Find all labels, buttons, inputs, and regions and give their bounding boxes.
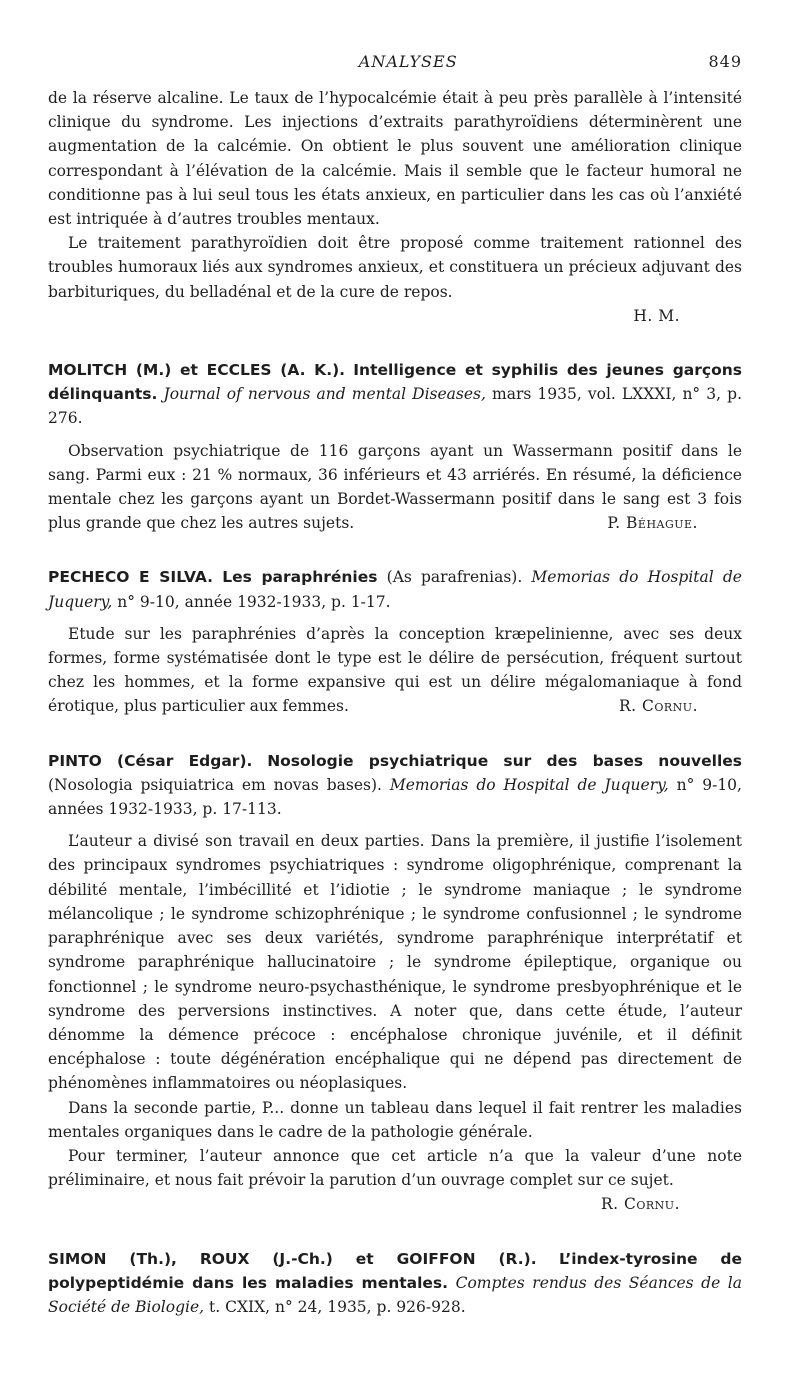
entry-title: Nosologie psychiatrique sur des bases nouvelles (267, 751, 743, 770)
review-entry-pinto (48, 749, 742, 1217)
entry-details: t. CXIX, n° 24, 1935, p. 926-928. (209, 1297, 466, 1316)
spacer (48, 535, 742, 549)
entry-authors: SIMON (Th.), ROUX (J.-Ch.) et GOIFFON (R.). (48, 1249, 537, 1268)
entry-authors: PECHECO E SILVA. (48, 568, 214, 587)
running-header (48, 52, 742, 71)
entry-title: Les paraphrénies (222, 568, 378, 587)
page-number: 849 (708, 52, 742, 71)
entry-reference (48, 749, 742, 822)
entry-journal: Journal of nervous and mental Diseases, (163, 385, 486, 404)
entry-signature: R. Cornu. (600, 1195, 680, 1214)
entry-body (48, 622, 742, 719)
entry-signature: P. Béhague. (607, 514, 698, 533)
entry-subtitle: (Nosologia psiquiatrica em novas bases). (48, 775, 382, 794)
entry-body-paragraph-2: Dans la seconde partie, P... donne un tableau dans lequel il fait rentrer les maladies mentales organiques dans le cadre de la pathologie générale. (48, 1098, 742, 1141)
entry-body-paragraph-3: Pour terminer, l’auteur annonce que cet article n’a que la valeur d’une note préliminaire, et nous fait prévoir la parution d’un ouvrage complet sur ce sujet. (48, 1146, 742, 1190)
spacer (48, 614, 742, 622)
entry-title: L’index-tyrosine de polypeptidémie dans les maladies mentales. (48, 1249, 743, 1292)
entry-body-text: Observation psychiatrique de 116 garçons ayant un Wassermann positif dans le sang. Parmi eux : 21 % normaux, 36 inférieurs et 43 arriérés. En résumé, la déficience mentale chez les garçons ayant un Bordet-Wassermann positif dans le sang est 3 fois plus grande que chez les autres sujets. (48, 441, 742, 533)
entry-authors: MOLITCH (M.) et ECCLES (A. K.). (48, 361, 346, 380)
spacer (48, 431, 742, 439)
entry-body-text: Etude sur les paraphrénies d’après la conception kræpelinienne, avec ses deux formes, forme systématisée dont le type est le délire de persécution, fréquent surtout chez les hommes, et la forme expansive qui est un délire mégalomaniaque à fond érotique, plus particulier aux femmes. (48, 624, 742, 716)
entry-reference (48, 358, 742, 431)
review-entry-molitch (48, 358, 742, 535)
entry-reference (48, 1247, 742, 1320)
entry-details: n° 9-10, année 1932-1933, p. 1-17. (117, 592, 391, 611)
entry-subtitle: (As parafrenias). (386, 568, 523, 587)
entry-details: n° 9-10, années 1932-1933, p. 17-113. (48, 775, 742, 819)
spacer (48, 719, 742, 733)
entry-reference (48, 565, 742, 613)
entry-journal: Comptes rendus des Séances de la Société de Biologie, (48, 1273, 742, 1316)
entry-details: mars 1935, vol. LXXXI, n° 3, p. 276. (48, 385, 742, 428)
intro-signature (48, 304, 742, 328)
entry-signature-line (48, 1192, 742, 1216)
entry-journal: Memorias do Hospital de Juquery, (48, 568, 742, 611)
page-body (48, 86, 742, 1319)
entry-journal: Memorias do Hospital de Juquery, (389, 775, 669, 794)
spacer (48, 328, 742, 342)
signature-text: H. M. (633, 306, 680, 325)
entry-body (48, 439, 742, 536)
entry-title: Intelligence et syphilis des jeunes garçons délinquants. (48, 361, 742, 404)
spacer (48, 821, 742, 829)
entry-authors: PINTO (César Edgar). (48, 751, 253, 770)
entry-body-paragraph-1: L’auteur a divisé son travail en deux parties. Dans la première, il justifie l’isolement des principaux syndromes psychiatriques : syndrome oligophrénique, comprenant la débilité mentale, l’imbécillité et l’idiotie ; le syndrome maniaque ; le syndrome mélancolique ; le syndrome schizophrénique ; le syndrome confusionnel ; le syndrome paraphrénique avec ses deux variétés, syndrome paraphrénique interprétatif et syndrome paraphrénique hallucinatoire ; le syndrome épileptique, organique ou fonctionnel ; le syndrome neuro-psychasthénique, le syndrome presbyophrénique et le syndrome des perversions instinctives. A noter que, dans cette étude, l’auteur dénomme la démence précoce : encéphalose chronique juvénile, et il définit encéphalose : toute dégénération encéphalique qui ne dépend pas directement de phénomènes inflammatoires ou néoplasiques. (48, 832, 742, 1093)
review-entry-simon (48, 1247, 742, 1320)
running-title: ANALYSES (358, 52, 458, 71)
entry-signature: R. Cornu. (618, 697, 698, 716)
spacer (48, 1217, 742, 1231)
intro-paragraph-1: de la réserve alcaline. Le taux de l’hypocalcémie était à peu près parallèle à l’intensité clinique du syndrome. Les injections d’extraits parathyroïdiens déterminèrent une augmentation de la calcémie. On obtient le plus souvent une amélioration clinique correspondant à l’élévation de la calcémie. Mais il semble que le facteur humoral ne conditionne pas à lui seul tous les états anxieux, en particulier dans les cas où l’anxiété est intriquée à d’autres troubles mentaux. (48, 89, 742, 229)
intro-paragraph-2: Le traitement parathyroïdien doit être proposé comme traitement rationnel des troubles humoraux liés aux syndromes anxieux, et constituera un précieux adjuvant des barbituriques, du belladénal et de la cure de repos. (48, 234, 742, 301)
review-entry-pecheco (48, 565, 742, 718)
